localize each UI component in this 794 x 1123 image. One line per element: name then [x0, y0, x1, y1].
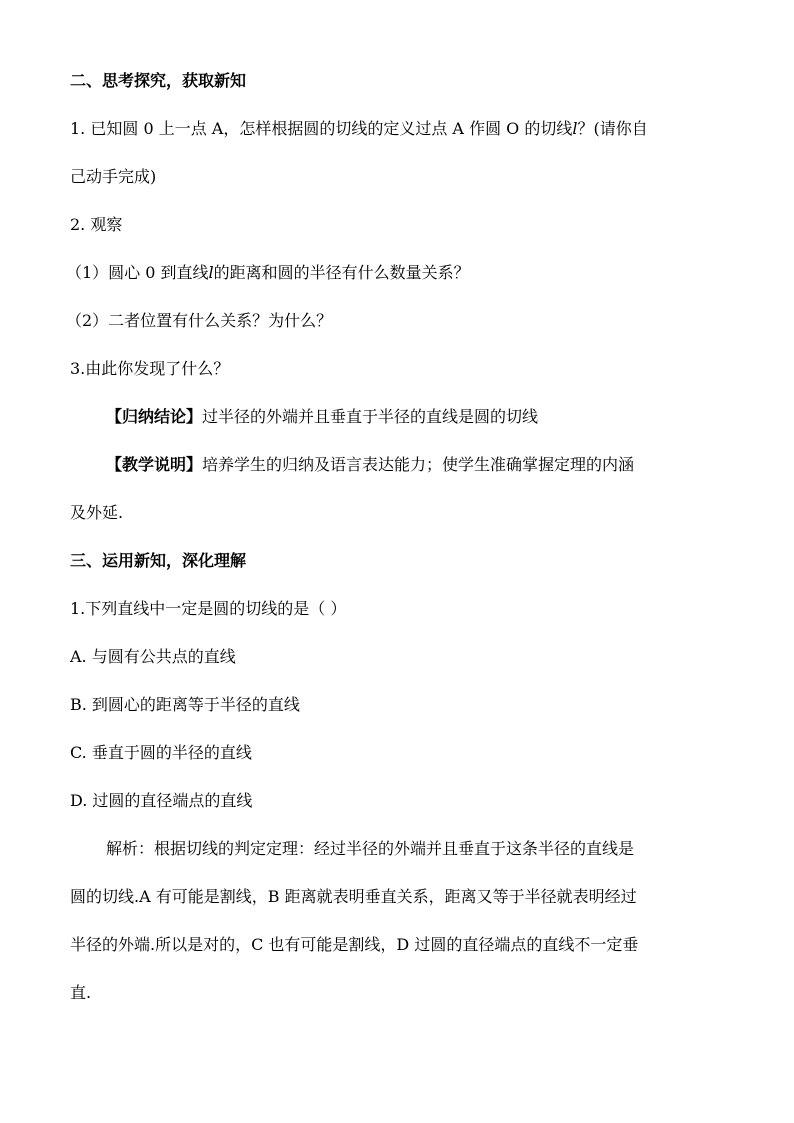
section2-heading: 二、思考探究，获取新知 — [70, 71, 247, 90]
option-a: A. 与圆有公共点的直线 — [70, 647, 236, 666]
conclusion-label: 【归纳结论】 — [106, 407, 203, 426]
option-c: C. 垂直于圆的半径的直线 — [70, 743, 252, 762]
line-l-symbol: l — [572, 119, 578, 138]
question-2-sub-1 — [66, 262, 726, 284]
teaching-note-line-1 — [106, 454, 726, 476]
question-1-line-2: 己动手完成) — [70, 167, 157, 186]
analysis-line-1: 解析：根据切线的判定定理：经过半径的外端并且垂直于这条半径的直线是 — [106, 839, 635, 858]
analysis-line-4: 直. — [70, 983, 92, 1002]
line-l-symbol: l — [208, 263, 214, 282]
teaching-note-text: 培养学生的归纳及语言表达能力；使学生准确掌握定理的内涵 — [202, 455, 635, 474]
question-3: 3.由此你发现了什么？ — [70, 359, 230, 378]
question-2-sub-1-text-b: 的距离和圆的半径有什么数量关系？ — [213, 263, 470, 282]
exercise-1: 1.下列直线中一定是圆的切线的是（ ） — [70, 599, 347, 618]
analysis-line-2: 圆的切线.A 有可能是割线，B 距离就表明垂直关系，距离又等于半径就表明经过 — [70, 887, 637, 906]
teaching-note-line-2: 及外延. — [70, 503, 124, 522]
option-b: B. 到圆心的距离等于半径的直线 — [70, 695, 300, 714]
question-2-sub-2: （2）二者位置有什么关系？为什么？ — [66, 311, 333, 330]
analysis-line-3: 半径的外端.所以是对的，C 也有可能是割线，D 过圆的直径端点的直线不一定垂 — [70, 935, 639, 954]
option-d: D. 过圆的直径端点的直线 — [70, 791, 253, 810]
question-1-text-b: ？(请你自 — [577, 119, 648, 138]
conclusion-text: 过半径的外端并且垂直于半径的直线是圆的切线 — [202, 407, 539, 426]
question-2: 2. 观察 — [70, 215, 123, 234]
conclusion — [106, 406, 766, 428]
question-1-line-1 — [70, 118, 730, 140]
question-2-sub-1-text-a: （1）圆心 0 到直线 — [66, 263, 209, 282]
question-1-text-a: 1. 已知圆 0 上一点 A，怎样根据圆的切线的定义过点 A 作圆 O 的切线 — [70, 119, 573, 138]
section3-heading: 三、运用新知，深化理解 — [70, 551, 247, 570]
teaching-note-label: 【教学说明】 — [106, 455, 203, 474]
